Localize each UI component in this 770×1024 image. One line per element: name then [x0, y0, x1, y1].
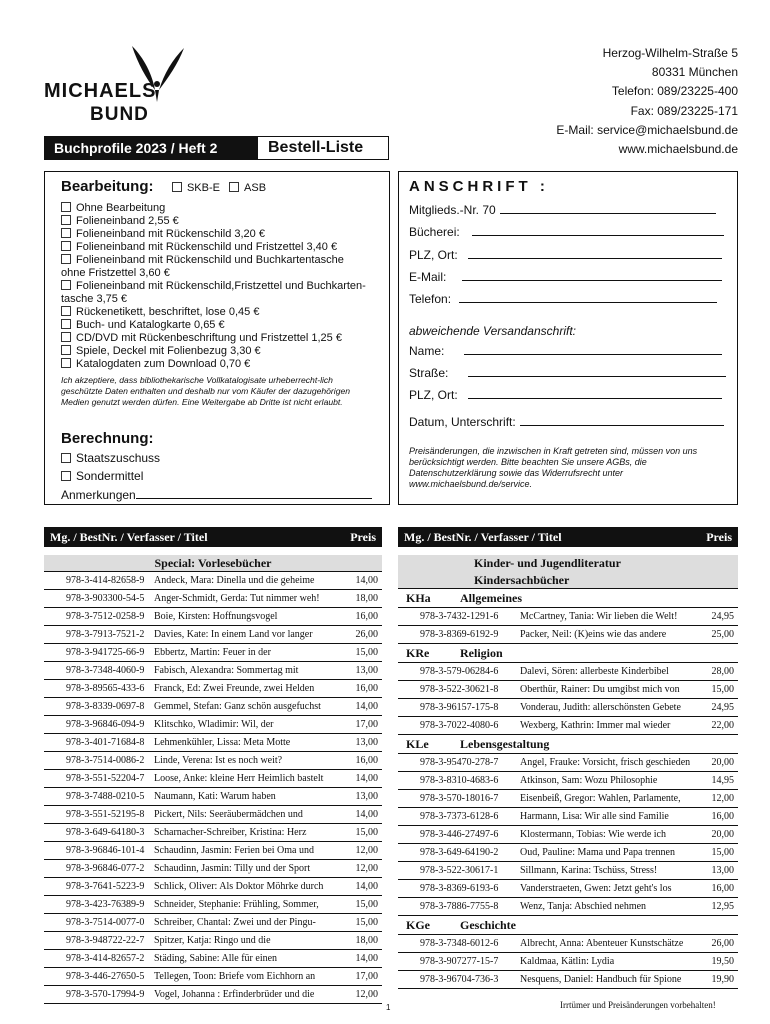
left-rows	[44, 572, 382, 1004]
row-title: Fabisch, Alexandra: Sommertag mit	[154, 665, 299, 676]
table-row	[398, 826, 738, 844]
page-number: 1	[386, 1003, 391, 1012]
row-price: 13,00	[355, 665, 378, 676]
row-title: Städing, Sabine: Alle für einen	[154, 953, 278, 964]
row-price: 18,00	[355, 935, 378, 946]
alt-address-heading: abweichende Versandanschrift:	[409, 324, 576, 338]
option-label: Folieneinband mit Rückenschild und Fristzettel 3,40 €	[76, 241, 338, 253]
table-row	[44, 896, 382, 914]
email-field[interactable]	[462, 280, 722, 281]
address-phone: Telefon: 089/23225-400	[611, 84, 738, 99]
row-title: Lehmenkühler, Lissa: Meta Motte	[154, 737, 291, 748]
row-isbn: 978-3-907277-15-7	[420, 956, 499, 967]
table-row	[398, 699, 738, 717]
price-notice: Preisänderungen, die inzwischen in Kraft getreten sind, müssen von uns berücksichtigt werden. Bitte beachten Sie unsere AGBs, die Datenschutzerklärung sowie das Widerrufsrecht unter www.michaelsbund.de/service.	[409, 446, 698, 489]
special-funds-label: Sondermittel	[76, 469, 144, 483]
row-title: Harmann, Lisa: Wir alle sind Familie	[520, 811, 669, 822]
row-isbn: 978-3-7373-6128-6	[420, 811, 499, 822]
row-isbn: 978-3-7488-0210-5	[66, 791, 145, 802]
row-title: McCartney, Tania: Wir lieben die Welt!	[520, 611, 678, 622]
row-isbn: 978-3-948722-22-7	[66, 935, 145, 946]
row-price: 13,00	[711, 865, 734, 876]
table-row	[44, 932, 382, 950]
row-title: Kaldmaa, Kätlin: Lydia	[520, 956, 615, 967]
table-row	[44, 914, 382, 932]
row-price: 16,00	[355, 611, 378, 622]
address-city: 80331 München	[651, 65, 738, 80]
address-email[interactable]: E-Mail: service@michaelsbund.de	[556, 122, 738, 137]
option-label: Folieneinband 2,55 €	[76, 215, 179, 227]
row-price: 17,00	[355, 971, 378, 982]
option-checkbox[interactable]	[61, 319, 71, 329]
row-price: 13,00	[355, 737, 378, 748]
row-title: Schlick, Oliver: Als Doktor Möhrke durch	[154, 881, 324, 892]
table-row	[44, 608, 382, 626]
brand-name-line2: BUND	[90, 104, 149, 125]
table-row	[398, 772, 738, 790]
row-isbn: 978-3-446-27497-6	[420, 829, 499, 840]
row-title: Klitschko, Wladimir: Wil, der	[154, 719, 274, 730]
category-header	[398, 589, 738, 608]
row-price: 24,95	[711, 702, 734, 713]
address-street: Herzog-Wilhelm-Straße 5	[602, 46, 738, 60]
row-title: Ebbertz, Martin: Feuer in der	[154, 647, 271, 658]
row-title: Tellegen, Toon: Briefe vom Eichhorn an	[154, 971, 316, 982]
row-title: Davies, Kate: In einem Land vor langer	[154, 629, 313, 640]
table-row	[44, 860, 382, 878]
row-price: 16,00	[711, 811, 734, 822]
row-title: Naumann, Kati: Warum haben	[154, 791, 276, 802]
option-label: Katalogdaten zum Download 0,70 €	[76, 358, 251, 370]
category-code: KGe	[406, 918, 430, 932]
email-label: E-Mail:	[409, 270, 447, 284]
signature-label: Datum, Unterschrift:	[409, 415, 516, 429]
option-label-cont: ohne Fristzettel 3,60 €	[61, 267, 170, 279]
row-isbn: 978-3-96704-736-3	[420, 974, 499, 985]
row-title: Vonderau, Judith: allerschönsten Gebete	[520, 702, 681, 713]
order-list-title: Bestell-Liste	[257, 136, 389, 160]
option-label: Folieneinband mit Rückenschild und Buchkartentasche	[76, 254, 344, 266]
table-row	[398, 862, 738, 880]
special-funds-checkbox[interactable]	[61, 471, 71, 481]
zip2-label: PLZ, Ort:	[409, 388, 458, 402]
row-price: 19,90	[711, 974, 734, 985]
row-title: Klostermann, Tobias: Wie werde ich	[520, 829, 666, 840]
row-isbn: 978-3-446-27650-5	[66, 971, 145, 982]
row-isbn: 978-3-414-82657-2	[66, 953, 145, 964]
row-price: 15,00	[355, 917, 378, 928]
row-isbn: 978-3-551-52204-7	[66, 773, 145, 784]
row-price: 14,95	[711, 775, 734, 786]
category-name: Lebensgestaltung	[460, 737, 550, 751]
row-title: Dalevi, Sören: allerbeste Kinderbibel	[520, 666, 669, 677]
row-isbn: 978-3-570-18016-7	[420, 793, 499, 804]
row-isbn: 978-3-8310-4683-6	[420, 775, 499, 786]
category-code: KRe	[406, 646, 430, 660]
right-header-label: Mg. / BestNr. / Verfasser / Titel	[404, 530, 562, 544]
row-isbn: 978-3-8339-0697-8	[66, 701, 145, 712]
table-row	[398, 953, 738, 971]
right-order-table	[398, 527, 738, 989]
table-row	[44, 788, 382, 806]
signature-field[interactable]	[520, 425, 724, 426]
table-row	[44, 590, 382, 608]
category-name: Geschichte	[460, 918, 516, 932]
right-rows	[398, 589, 738, 989]
row-isbn: 978-3-7913-7521-2	[66, 629, 145, 640]
state-subsidy-checkbox[interactable]	[61, 453, 71, 463]
row-title: Schaudinn, Jasmin: Tilly und der Sport	[154, 863, 311, 874]
row-isbn: 978-3-7022-4080-6	[420, 720, 499, 731]
row-price: 15,00	[355, 899, 378, 910]
table-row	[44, 662, 382, 680]
footer-note: Irrtümer und Preisänderungen vorbehalten!	[560, 1000, 716, 1010]
table-row	[398, 681, 738, 699]
option-label: CD/DVD mit Rückenbeschriftung und Fristzettel 1,25 €	[76, 332, 342, 344]
row-isbn: 978-3-522-30621-8	[420, 684, 499, 695]
option-label: Folieneinband mit Rückenschild 3,20 €	[76, 228, 265, 240]
row-isbn: 978-3-96846-094-9	[66, 719, 145, 730]
zip-field[interactable]	[468, 258, 722, 259]
row-price: 28,00	[711, 666, 734, 677]
option-checkbox[interactable]	[61, 332, 71, 342]
row-isbn: 978-3-7348-6012-6	[420, 938, 499, 949]
row-price: 14,00	[355, 701, 378, 712]
table-row	[44, 698, 382, 716]
member-label: Mitglieds.-Nr. 70	[409, 203, 496, 217]
option-label: Ohne Bearbeitung	[76, 202, 166, 214]
skbe-checkbox[interactable]	[172, 182, 182, 192]
row-title: Spitzer, Katja: Ringo und die	[154, 935, 271, 946]
row-title: Sillmann, Karina: Tschüss, Stress!	[520, 865, 658, 876]
row-price: 15,00	[355, 827, 378, 838]
table-row	[44, 986, 382, 1004]
row-isbn: 978-3-7514-0086-2	[66, 755, 145, 766]
row-title: Schaudinn, Jasmin: Ferien bei Oma und	[154, 845, 314, 856]
table-row	[398, 608, 738, 626]
left-header-price: Preis	[350, 530, 376, 544]
row-isbn: 978-3-95470-278-7	[420, 757, 499, 768]
row-price: 12,00	[355, 989, 378, 1000]
option-label: Buch- und Katalogkarte 0,65 €	[76, 319, 225, 331]
table-row	[44, 806, 382, 824]
table-row	[44, 680, 382, 698]
row-isbn: 978-3-649-64180-3	[66, 827, 145, 838]
row-title: Atkinson, Sam: Wozu Philosophie	[520, 775, 658, 786]
row-title: Loose, Anke: kleine Herr Heimlich bastelt	[154, 773, 324, 784]
row-isbn: 978-3-7348-4060-9	[66, 665, 145, 676]
row-price: 18,00	[355, 593, 378, 604]
row-price: 12,95	[711, 901, 734, 912]
table-row	[398, 898, 738, 916]
row-title: Wenz, Tanja: Abschied nehmen	[520, 901, 647, 912]
brand-name-line1: MICHAELS	[44, 80, 157, 102]
street-label: Straße:	[409, 366, 449, 380]
row-isbn: 978-3-423-76389-9	[66, 899, 145, 910]
table-row	[398, 844, 738, 862]
member-field[interactable]	[500, 213, 716, 214]
row-title: Nesquens, Daniel: Handbuch für Spione	[520, 974, 682, 985]
licence-note: Ich akzeptiere, dass bibliothekarische Vollkatalogisate urheberrecht-lich geschützte Daten enthalten und deshalb nur vom Käufer der dazugehörigen Medien genutzt werden dürfen. Eine Weitergabe ab Dritte ist nicht erlaubt.	[61, 375, 351, 407]
row-price: 26,00	[355, 629, 378, 640]
row-price: 15,00	[711, 684, 734, 695]
row-price: 19,50	[711, 956, 734, 967]
row-title: Angel, Frauke: Vorsicht, frisch geschieden	[520, 757, 691, 768]
phone-field[interactable]	[459, 302, 717, 303]
row-isbn: 978-3-96157-175-8	[420, 702, 499, 713]
row-isbn: 978-3-401-71684-8	[66, 737, 145, 748]
option-checkbox[interactable]	[61, 202, 71, 212]
row-isbn: 978-3-7886-7755-8	[420, 901, 499, 912]
row-isbn: 978-3-7432-1291-6	[420, 611, 499, 622]
row-price: 14,00	[355, 809, 378, 820]
row-price: 12,00	[355, 845, 378, 856]
table-row	[44, 770, 382, 788]
row-price: 15,00	[711, 847, 734, 858]
skbe-label: SKB-E	[186, 182, 220, 194]
row-isbn: 978-3-414-82658-9	[66, 575, 145, 586]
row-title: Schneider, Stephanie: Frühling, Sommer,	[154, 899, 319, 910]
option-checkbox[interactable]	[61, 215, 71, 225]
row-price: 12,00	[355, 863, 378, 874]
row-price: 16,00	[711, 883, 734, 894]
table-row	[398, 880, 738, 898]
right-header-price: Preis	[706, 530, 732, 544]
asb-label: ASB	[244, 182, 267, 194]
option-checkbox[interactable]	[61, 228, 71, 238]
right-subsection-title: Kindersachbücher	[398, 572, 738, 589]
row-price: 16,00	[355, 683, 378, 694]
row-isbn: 978-3-7512-0258-9	[66, 611, 145, 622]
remarks-field[interactable]	[136, 498, 372, 499]
table-row	[44, 626, 382, 644]
table-row	[44, 950, 382, 968]
library-field[interactable]	[472, 235, 724, 236]
row-isbn: 978-3-8369-6192-9	[420, 629, 499, 640]
row-title: Gemmel, Stefan: Ganz schön ausgefuchst	[154, 701, 321, 712]
row-title: Pickert, Nils: Seeräubermädchen und	[154, 809, 303, 820]
category-code: KLe	[406, 737, 429, 751]
row-price: 14,00	[355, 575, 378, 586]
row-isbn: 978-3-579-06284-6	[420, 666, 499, 677]
table-row	[398, 808, 738, 826]
row-isbn: 978-3-903300-54-5	[66, 593, 145, 604]
row-title: Franck, Ed: Zwei Freunde, zwei Helden	[154, 683, 315, 694]
table-row	[44, 842, 382, 860]
row-title: Andeck, Mara: Dinella und die geheime	[154, 575, 315, 586]
row-price: 26,00	[711, 938, 734, 949]
zip-label: PLZ, Ort:	[409, 248, 458, 262]
table-row	[398, 754, 738, 772]
row-title: Wexberg, Kathrin: Immer mal wieder	[520, 720, 671, 731]
company-address	[556, 44, 738, 159]
right-section-title: Kinder- und Jugendliteratur	[398, 555, 738, 572]
category-code: KHa	[406, 591, 431, 605]
processing-heading: Bearbeitung:	[61, 178, 154, 195]
row-price: 22,00	[711, 720, 734, 731]
processing-options	[61, 202, 381, 408]
option-label-cont: tasche 3,75 €	[61, 293, 128, 305]
table-row	[398, 935, 738, 953]
option-checkbox[interactable]	[61, 254, 71, 264]
row-price: 20,00	[711, 829, 734, 840]
category-name: Allgemeines	[460, 591, 522, 605]
address-box	[398, 171, 738, 505]
row-title: Boie, Kirsten: Hoffnungsvogel	[154, 611, 278, 622]
row-price: 14,00	[355, 953, 378, 964]
row-price: 12,00	[711, 793, 734, 804]
row-price: 20,00	[711, 757, 734, 768]
row-price: 15,00	[355, 647, 378, 658]
row-title: Anger-Schmidt, Gerda: Tut nimmer weh!	[154, 593, 320, 604]
zip2-field[interactable]	[468, 398, 722, 399]
address-heading: ANSCHRIFT :	[409, 178, 549, 195]
row-isbn: 978-3-96846-077-2	[66, 863, 145, 874]
table-row	[44, 752, 382, 770]
category-header	[398, 644, 738, 663]
name-field[interactable]	[464, 354, 722, 355]
row-title: Albrecht, Anna: Abenteuer Kunstschätze	[520, 938, 684, 949]
table-row	[44, 968, 382, 986]
row-isbn: 978-3-89565-433-6	[66, 683, 145, 694]
row-price: 16,00	[355, 755, 378, 766]
option-label: Folieneinband mit Rückenschild,Fristzettel und Buchkarten-	[76, 280, 366, 292]
table-row	[44, 716, 382, 734]
row-isbn: 978-3-7514-0077-0	[66, 917, 145, 928]
remarks-label: Anmerkungen	[61, 488, 136, 502]
street-field[interactable]	[468, 376, 726, 377]
table-row	[398, 790, 738, 808]
table-row	[44, 644, 382, 662]
row-title: Schreiber, Chantal: Zwei und der Pingu-	[154, 917, 316, 928]
row-isbn: 978-3-941725-66-9	[66, 647, 145, 658]
phone-label: Telefon:	[409, 292, 452, 306]
row-title: Oberthür, Rainer: Du umgibst mich von	[520, 684, 680, 695]
row-isbn: 978-3-522-30617-1	[420, 865, 499, 876]
table-row	[398, 663, 738, 681]
row-price: 25,00	[711, 629, 734, 640]
row-isbn: 978-3-96846-101-4	[66, 845, 145, 856]
row-price: 17,00	[355, 719, 378, 730]
category-name: Religion	[460, 646, 503, 660]
option-checkbox[interactable]	[61, 280, 71, 290]
left-table-header	[44, 527, 382, 547]
category-header	[398, 916, 738, 935]
option-checkbox[interactable]	[61, 358, 71, 368]
row-title: Vogel, Johanna : Erfinderbrüder und die	[154, 989, 315, 1000]
left-order-table	[44, 527, 382, 1004]
name-label: Name:	[409, 344, 445, 358]
category-header	[398, 735, 738, 754]
asb-checkbox[interactable]	[229, 182, 239, 192]
row-isbn: 978-3-570-17994-9	[66, 989, 145, 1000]
row-price: 14,00	[355, 881, 378, 892]
state-subsidy-label: Staatszuschuss	[76, 451, 161, 465]
table-row	[44, 878, 382, 896]
left-header-label: Mg. / BestNr. / Verfasser / Titel	[50, 530, 208, 544]
row-price: 14,00	[355, 773, 378, 784]
row-title: Packer, Neil: (K)eins wie das andere	[520, 629, 667, 640]
row-isbn: 978-3-551-52195-8	[66, 809, 145, 820]
profile-title: Buchprofile 2023 / Heft 2	[44, 136, 257, 160]
row-title: Linde, Verena: Ist es noch weit?	[154, 755, 283, 766]
option-checkbox[interactable]	[61, 306, 71, 316]
row-title: Oud, Pauline: Mama und Papa trennen	[520, 847, 675, 858]
table-row	[44, 572, 382, 590]
address-web[interactable]: www.michaelsbund.de	[618, 142, 738, 157]
table-row	[398, 971, 738, 989]
table-row	[44, 734, 382, 752]
option-checkbox[interactable]	[61, 241, 71, 251]
row-isbn: 978-3-7641-5223-9	[66, 881, 145, 892]
row-isbn: 978-3-8369-6193-6	[420, 883, 499, 894]
billing-heading: Berechnung:	[61, 430, 154, 447]
library-label: Bücherei:	[409, 225, 460, 239]
table-row	[398, 626, 738, 644]
row-price: 24,95	[711, 611, 734, 622]
left-section-title: Special: Vorlesebücher	[44, 555, 382, 572]
option-label: Rückenetikett, beschriftet, lose 0,45 €	[76, 306, 260, 318]
row-isbn: 978-3-649-64190-2	[420, 847, 499, 858]
option-label: Spiele, Deckel mit Folienbezug 3,30 €	[76, 345, 261, 357]
table-row	[44, 824, 382, 842]
row-price: 13,00	[355, 791, 378, 802]
row-title: Vanderstraeten, Gwen: Jetzt geht's los	[520, 883, 672, 894]
row-title: Eisenbeiß, Gregor: Wahlen, Parlamente,	[520, 793, 681, 804]
address-fax: Fax: 089/23225-171	[630, 103, 738, 118]
row-title: Scharnacher-Schreiber, Kristina: Herz	[154, 827, 307, 838]
table-row	[398, 717, 738, 735]
right-table-header	[398, 527, 738, 547]
processing-box	[44, 171, 390, 505]
option-checkbox[interactable]	[61, 345, 71, 355]
